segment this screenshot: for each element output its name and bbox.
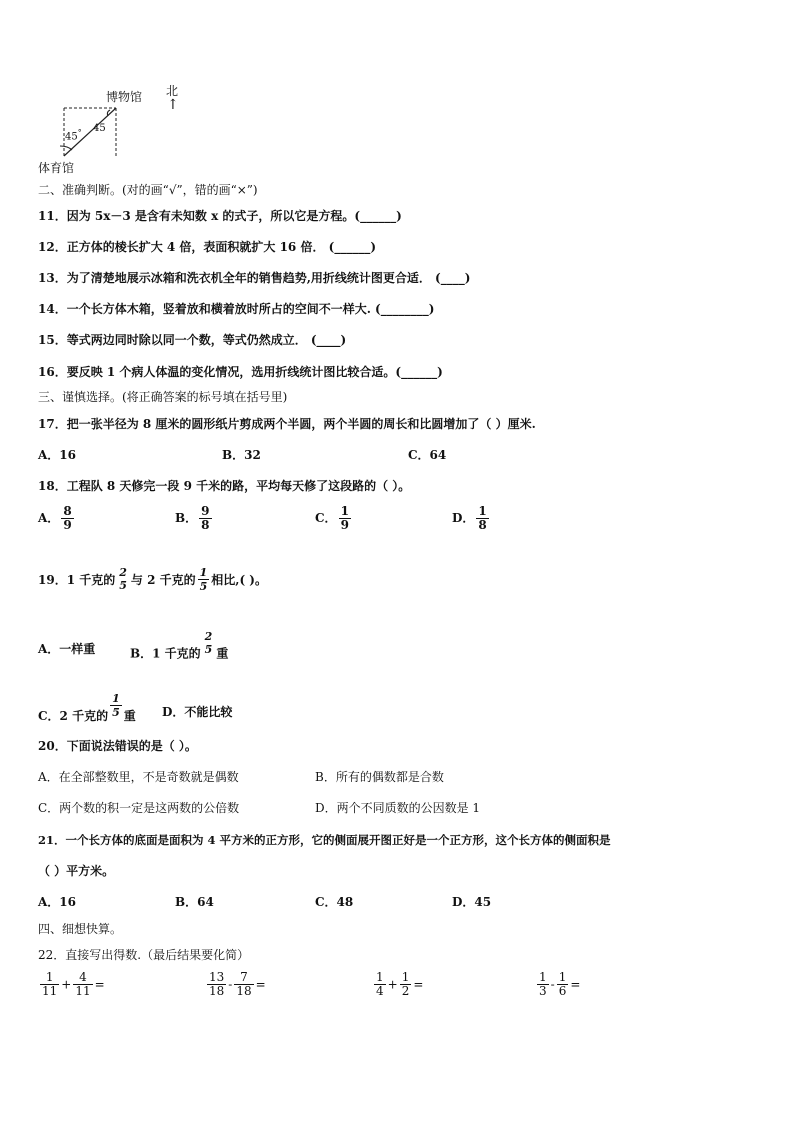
question-15: 15．等式两边同时除以同一个数，等式仍然成立． (____) bbox=[38, 333, 347, 347]
q20-option-b: B．所有的偶数都是合数 bbox=[315, 770, 444, 784]
q21-option-a: A．16 bbox=[38, 895, 77, 909]
gym-label: 体育馆 bbox=[38, 161, 75, 175]
q20-option-c: C．两个数的积一定是这两数的公倍数 bbox=[38, 801, 240, 815]
fraction: $\frac{1}{8}$ bbox=[478, 504, 487, 532]
museum-label: 博物馆 bbox=[106, 90, 143, 104]
calc-item-4: $\frac{1}{3}$ - $\frac{1}{6}$ = bbox=[539, 970, 581, 998]
question-22-stem: 22．直接写出得数.（最后结果要化简） bbox=[38, 948, 250, 962]
fraction: $\frac{1}{11}$ bbox=[42, 970, 58, 998]
q21-option-d: D．45 bbox=[452, 895, 492, 909]
section4-heading: 四、细想快算。 bbox=[38, 922, 123, 936]
calc-item-2: $\frac{13}{18}$ - $\frac{7}{18}$ = bbox=[209, 970, 266, 998]
q19-option-b: B．1 千克的 2 5 重 bbox=[130, 630, 229, 661]
question-12: 12．正方体的棱长扩大 4 倍，表面积就扩大 16 倍． (______) bbox=[38, 240, 376, 254]
q17-option-c: C．64 bbox=[408, 448, 447, 462]
north-arrow-icon: ↑ bbox=[167, 97, 179, 113]
question-11: 11．因为 5x－3 是含有未知数 x 的式子，所以它是方程。(______) bbox=[38, 209, 402, 223]
fraction: $\frac{7}{18}$ bbox=[236, 970, 252, 998]
question-13: 13．为了清楚地展示冰箱和洗衣机全年的销售趋势,用折线统计图更合适． (____) bbox=[38, 271, 471, 285]
question-21-stem-line2: （ ）平方米。 bbox=[38, 864, 115, 878]
question-14: 14．一个长方体木箱，竖着放和横着放时所占的空间不一样大. (________) bbox=[38, 302, 435, 316]
fraction: $\frac{13}{18}$ bbox=[209, 970, 225, 998]
q21-option-c: C．48 bbox=[315, 895, 354, 909]
q20-option-d: D．两个不同质数的公因数是 1 bbox=[315, 801, 481, 815]
q19-option-d: D．不能比较 bbox=[162, 705, 233, 719]
calc-item-1: $\frac{1}{11}$ + $\frac{4}{11}$ = bbox=[42, 970, 105, 998]
q21-option-b: B．64 bbox=[175, 895, 214, 909]
fraction: $\frac{4}{11}$ bbox=[75, 970, 91, 998]
section3-heading: 三、谨慎选择。(将正确答案的标号填在括号里) bbox=[38, 390, 288, 404]
fraction: $\frac{1}{9}$ bbox=[340, 504, 349, 532]
q17-option-b: B．32 bbox=[222, 448, 261, 462]
fraction: $\frac{8}{9}$ bbox=[63, 504, 72, 532]
north-label: 北 bbox=[166, 84, 179, 98]
question-21-stem-line1: 21．一个长方体的底面是面积为 4 平方米的正方形，它的侧面展开图正好是一个正方形，这个长方体的侧面积是 bbox=[38, 833, 611, 847]
calc-item-3: $\frac{1}{4}$ + $\frac{1}{2}$ = bbox=[376, 970, 424, 998]
fraction: $\frac{1}{2}$ bbox=[401, 970, 410, 998]
section2-heading: 二、准确判断。(对的画“√”，错的画“×”) bbox=[38, 183, 258, 197]
q18-option-d: D． $\frac{1}{8}$ bbox=[452, 504, 487, 532]
question-17-stem: 17．把一张半径为 8 厘米的圆形纸片剪成两个半圆，两个半圆的周长和比圆增加了（ ）厘米. bbox=[38, 417, 536, 431]
fraction: $\frac{1}{6}$ bbox=[558, 970, 567, 998]
fraction: $\frac{1}{5}$ bbox=[112, 692, 120, 719]
q18-option-c: C． $\frac{1}{9}$ bbox=[315, 504, 349, 532]
fraction: $\frac{9}{8}$ bbox=[201, 504, 210, 532]
question-20-stem: 20．下面说法错误的是（ ）。 bbox=[38, 739, 197, 753]
question-19-stem: 19．1 千克的 2 5 与 2 千克的 $\frac{1}{5}$ 相比,( )。 bbox=[38, 566, 267, 593]
fraction: 2 5 bbox=[119, 566, 127, 592]
fraction: 2 5 bbox=[204, 630, 213, 656]
q18-option-a: A． $\frac{8}{9}$ bbox=[38, 504, 72, 532]
direction-diagram bbox=[30, 78, 190, 178]
question-18-stem: 18．工程队 8 天修完一段 9 千米的路，平均每天修了这段路的（ ）。 bbox=[38, 479, 411, 493]
q19-option-c: C．2 千克的 $\frac{1}{5}$ 重 bbox=[38, 692, 136, 723]
q17-option-a: A．16 bbox=[38, 448, 77, 462]
question-16: 16．要反映 1 个病人体温的变化情况，选用折线统计图比较合适。(______) bbox=[38, 365, 443, 379]
q20-option-a: A．在全部整数里，不是奇数就是偶数 bbox=[38, 770, 239, 784]
fraction: $\frac{1}{4}$ bbox=[376, 970, 384, 998]
fraction: $\frac{1}{5}$ bbox=[199, 566, 208, 593]
fraction: $\frac{1}{3}$ bbox=[539, 970, 547, 998]
q18-option-b: B． $\frac{9}{8}$ bbox=[175, 504, 210, 532]
q19-option-a: A．一样重 bbox=[38, 642, 96, 656]
angle-left-label: 45° bbox=[65, 128, 82, 143]
angle-right-label: 45 bbox=[93, 123, 106, 134]
